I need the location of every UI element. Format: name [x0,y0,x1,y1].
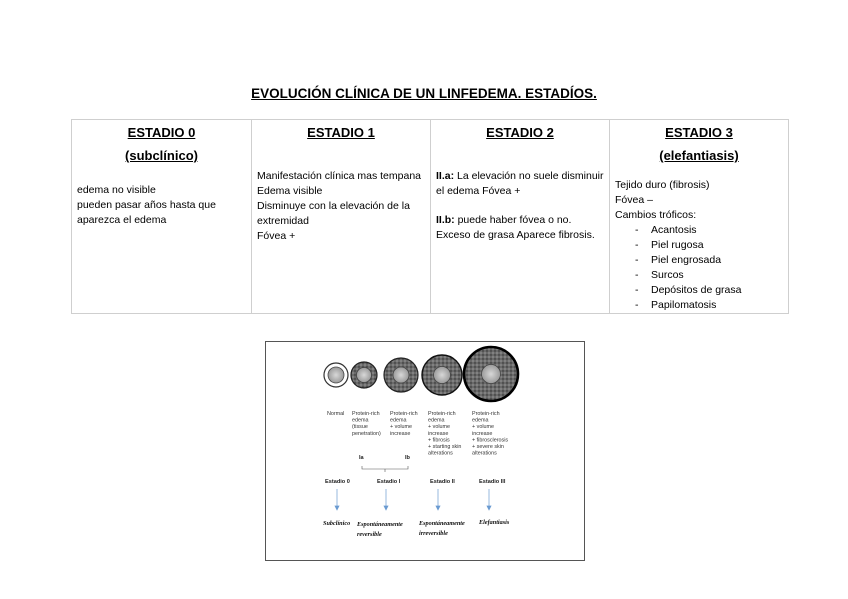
list-item: - Papilomatosis [635,298,783,313]
figure-stage-label: Estadio III [479,479,506,485]
stage-2b-label: II.b: [436,214,455,226]
figure-column-label: Normal [327,411,345,417]
stage-3-line: Fóvea – [615,194,653,206]
arrow-icon [436,489,440,510]
figure-outcome-label: Espontáneamente irreversible [419,520,465,537]
stage-1-line: Edema visible [257,185,323,197]
figure-column-label: Protein-rich edema (tissue penetration) [352,411,381,437]
stage-1-line: Fóvea + [257,230,296,242]
stage-0-heading: ESTADIO 0 [127,125,196,140]
figure-outcome-label: Subclínico [323,520,351,527]
stage-3-subheading: (elefantiasis) [659,148,739,163]
stage-2a-text: II.a: La elevación no suele disminuir el edema Fóvea + [436,170,604,197]
figure-outcome-label: Espontáneamente reversible [357,521,403,538]
stages-illustration [266,342,584,560]
trophic-changes-list [615,223,783,313]
normal-limb-icon [324,363,348,387]
list-item: - Surcos [635,268,783,283]
figure-stage-label: Estadio I [377,479,401,485]
stage-2-cell [431,120,610,314]
stage-i-bracket [362,466,408,472]
arrow-icon [335,489,339,510]
figure-column-label: Protein-rich edema + volume increase + fibrosclerosis + severe skin alterations [472,411,509,457]
stage-3-line: Cambios tróficos: [615,209,697,221]
stage-1-cell [252,120,431,314]
stage-3-heading: ESTADIO 3 [665,125,733,140]
stages-table [71,119,789,314]
figure-outcome-label: Elefantiasis [479,519,510,526]
stage-1-heading: ESTADIO 1 [307,125,375,140]
stage-0-cell [72,120,252,314]
stage-3-line: Tejido duro (fibrosis) [615,179,710,191]
lymphedema-stages-figure [265,341,585,561]
substage-ia-label: Ia [359,455,364,461]
arrow-icon [384,489,388,510]
stage-1-line: Disminuye con la elevación de la extremidad [257,200,410,227]
stage-ib-limb-icon [384,358,418,392]
stage-2a-label: II.a: [436,170,455,182]
stage-ia-limb-icon [351,362,377,388]
substage-ib-label: Ib [405,455,410,461]
stage-ii-limb-icon [422,355,462,395]
list-item: - Piel rugosa [635,238,783,253]
figure-stage-label: Estadio II [430,479,455,485]
stage-0-line: pueden pasar años hasta que aparezca el edema [77,199,216,226]
figure-column-label: Protein-rich edema + volume increase [390,411,418,437]
stage-0-line: edema no visible [77,184,156,196]
stage-2b-text: II.b: puede haber fóvea o no. Exceso de grasa Aparece fibrosis. [436,214,595,241]
stage-1-line: Manifestación clínica mas tempana [257,170,421,182]
stage-2-heading: ESTADIO 2 [486,125,554,140]
stage-0-subheading: (subclínico) [125,148,198,163]
arrow-icon [487,489,491,510]
list-item: - Piel engrosada [635,253,783,268]
stage-iii-limb-icon [464,347,518,401]
page-title: EVOLUCIÓN CLÍNICA DE UN LINFEDEMA. ESTADÍOS. [251,86,597,101]
stage-3-cell [610,120,789,314]
list-item: - Depósitos de grasa [635,283,783,298]
figure-column-label: Protein-rich edema + volume increase + fibrosis + starting skin alterations [428,411,462,457]
figure-stage-label: Estadio 0 [325,479,350,485]
list-item: - Acantosis [635,223,783,238]
